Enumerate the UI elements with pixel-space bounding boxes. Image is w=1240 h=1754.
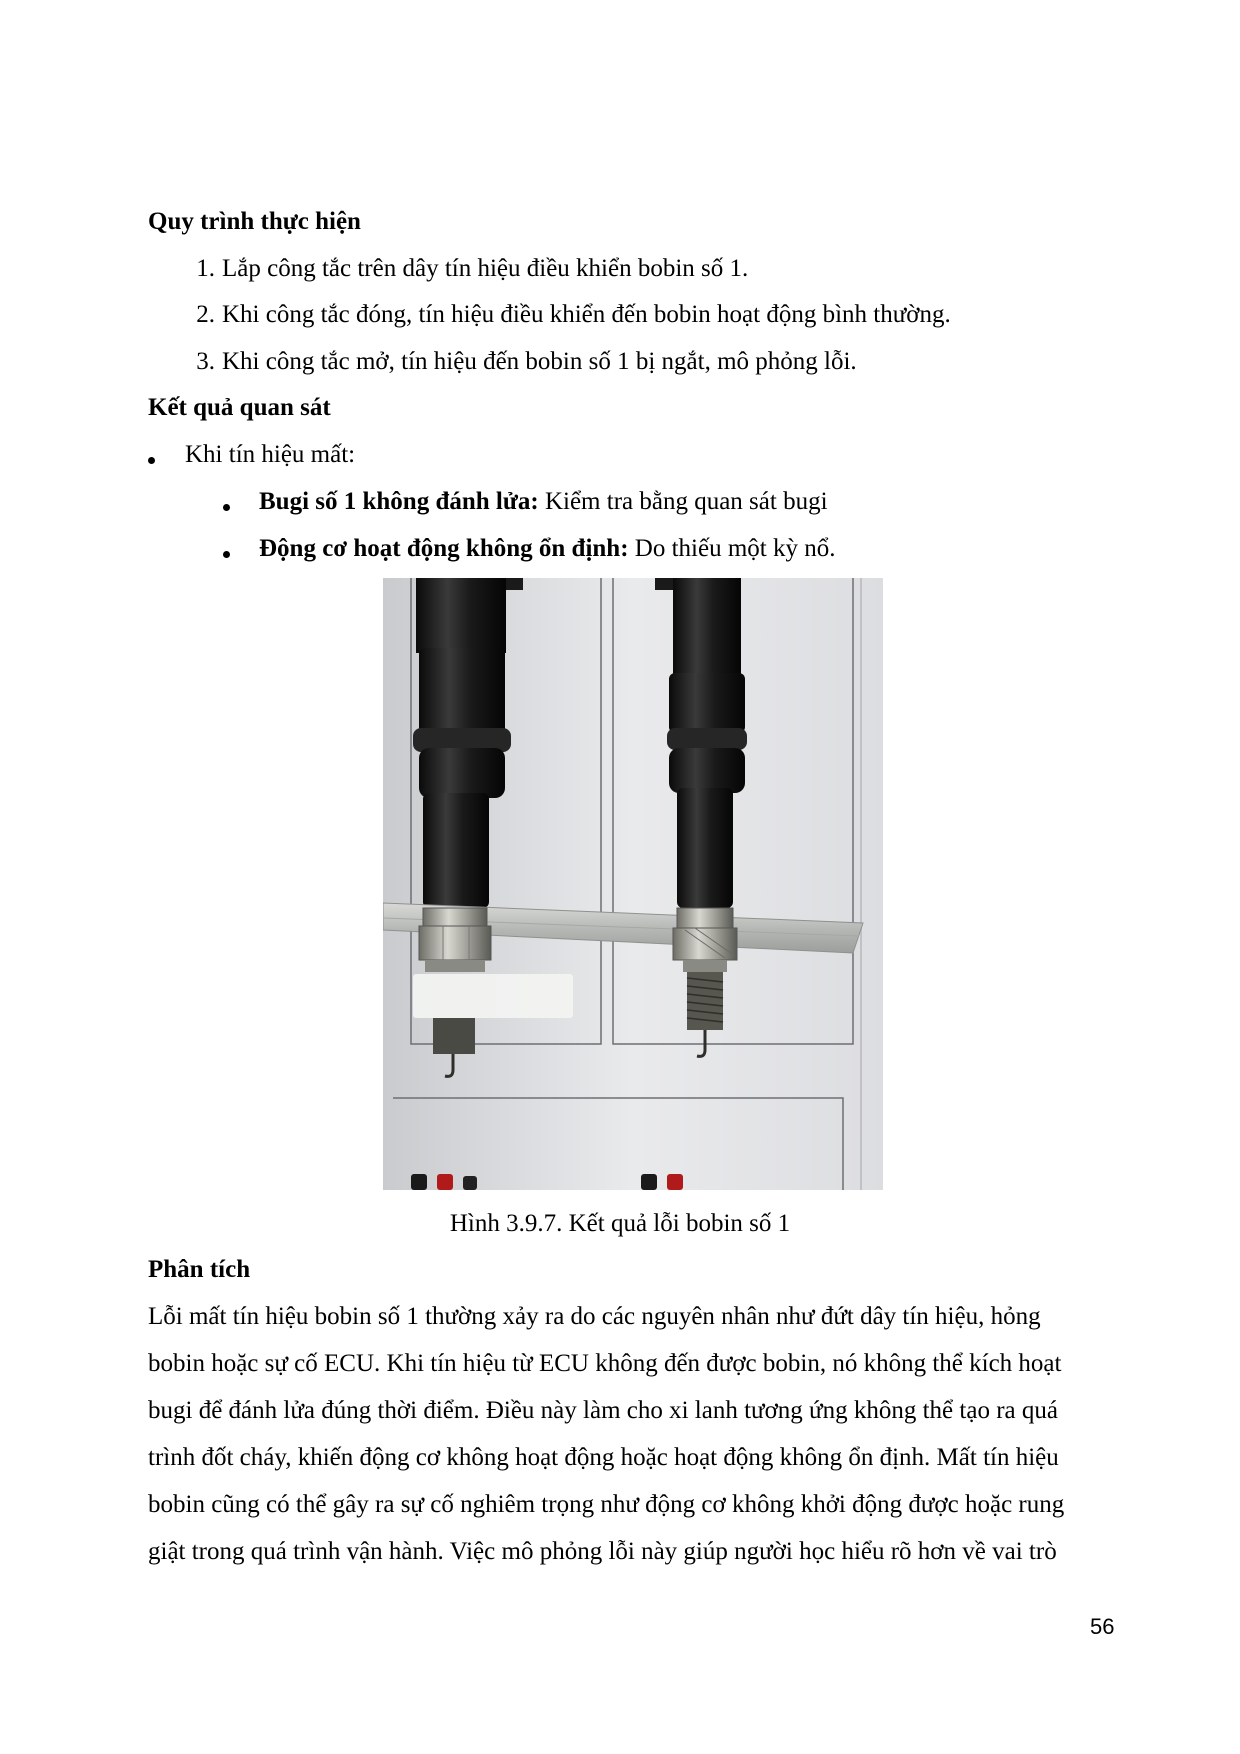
- bullet-text: Khi tín hiệu mất:: [185, 441, 356, 468]
- page-number: 56: [1090, 1614, 1115, 1639]
- paragraph-line: bobin cũng có thể gây ra sự cố nghiêm trọng như động cơ không khởi động được hoặc rung: [148, 1491, 1065, 1518]
- paragraph-line: bobin hoặc sự cố ECU. Khi tín hiệu từ ECU không đến được bobin, nó không thể kích hoạt: [148, 1350, 1062, 1377]
- sub-item: [259, 485, 828, 519]
- step-text: Khi công tắc mở, tín hiệu đến bobin số 1 bị ngắt, mô phỏng lỗi.: [222, 348, 857, 375]
- sub-item-bold: Động cơ hoạt động không ổn định:: [259, 535, 629, 562]
- paragraph-line: bugi để đánh lửa đúng thời điểm. Điều này làm cho xi lanh tương ứng không thể tạo ra quá: [148, 1397, 1058, 1424]
- paragraph-line: giật trong quá trình vận hành. Việc mô phỏng lỗi này giúp người học hiểu rõ hơn về vai trò: [148, 1538, 1057, 1565]
- step-text: Khi công tắc đóng, tín hiệu điều khiển đến bobin hoạt động bình thường.: [222, 301, 951, 328]
- step-text: Lắp công tắc trên dây tín hiệu điều khiển bobin số 1.: [222, 255, 749, 282]
- procedure-heading: Quy trình thực hiện: [148, 208, 361, 235]
- observation-heading: Kết quả quan sát: [148, 394, 331, 421]
- step-number: 1.: [196, 255, 215, 282]
- analysis-heading: Phân tích: [148, 1256, 251, 1283]
- step-number: 2.: [196, 301, 215, 328]
- bullet-icon: [148, 457, 155, 464]
- ignition-coil-photo: [383, 578, 883, 1190]
- sub-item-text: Kiểm tra bằng quan sát bugi: [538, 488, 828, 515]
- figure-caption: Hình 3.9.7. Kết quả lỗi bobin số 1: [449, 1210, 791, 1237]
- step-number: 3.: [196, 348, 215, 375]
- spark-plug-photo-illustration: [383, 578, 883, 1190]
- sub-item-bold: Bugi số 1 không đánh lửa:: [259, 488, 539, 515]
- bullet-icon: [223, 551, 230, 558]
- sub-item: [259, 532, 835, 566]
- sub-item-text: Do thiếu một kỳ nổ.: [628, 535, 836, 562]
- bullet-icon: [223, 504, 230, 511]
- paragraph-line: Lỗi mất tín hiệu bobin số 1 thường xảy ra do các nguyên nhân như đứt dây tín hiệu, hỏng: [148, 1303, 1041, 1330]
- paragraph-line: trình đốt cháy, khiến động cơ không hoạt động hoặc hoạt động không ổn định. Mất tín hiệu: [148, 1444, 1059, 1471]
